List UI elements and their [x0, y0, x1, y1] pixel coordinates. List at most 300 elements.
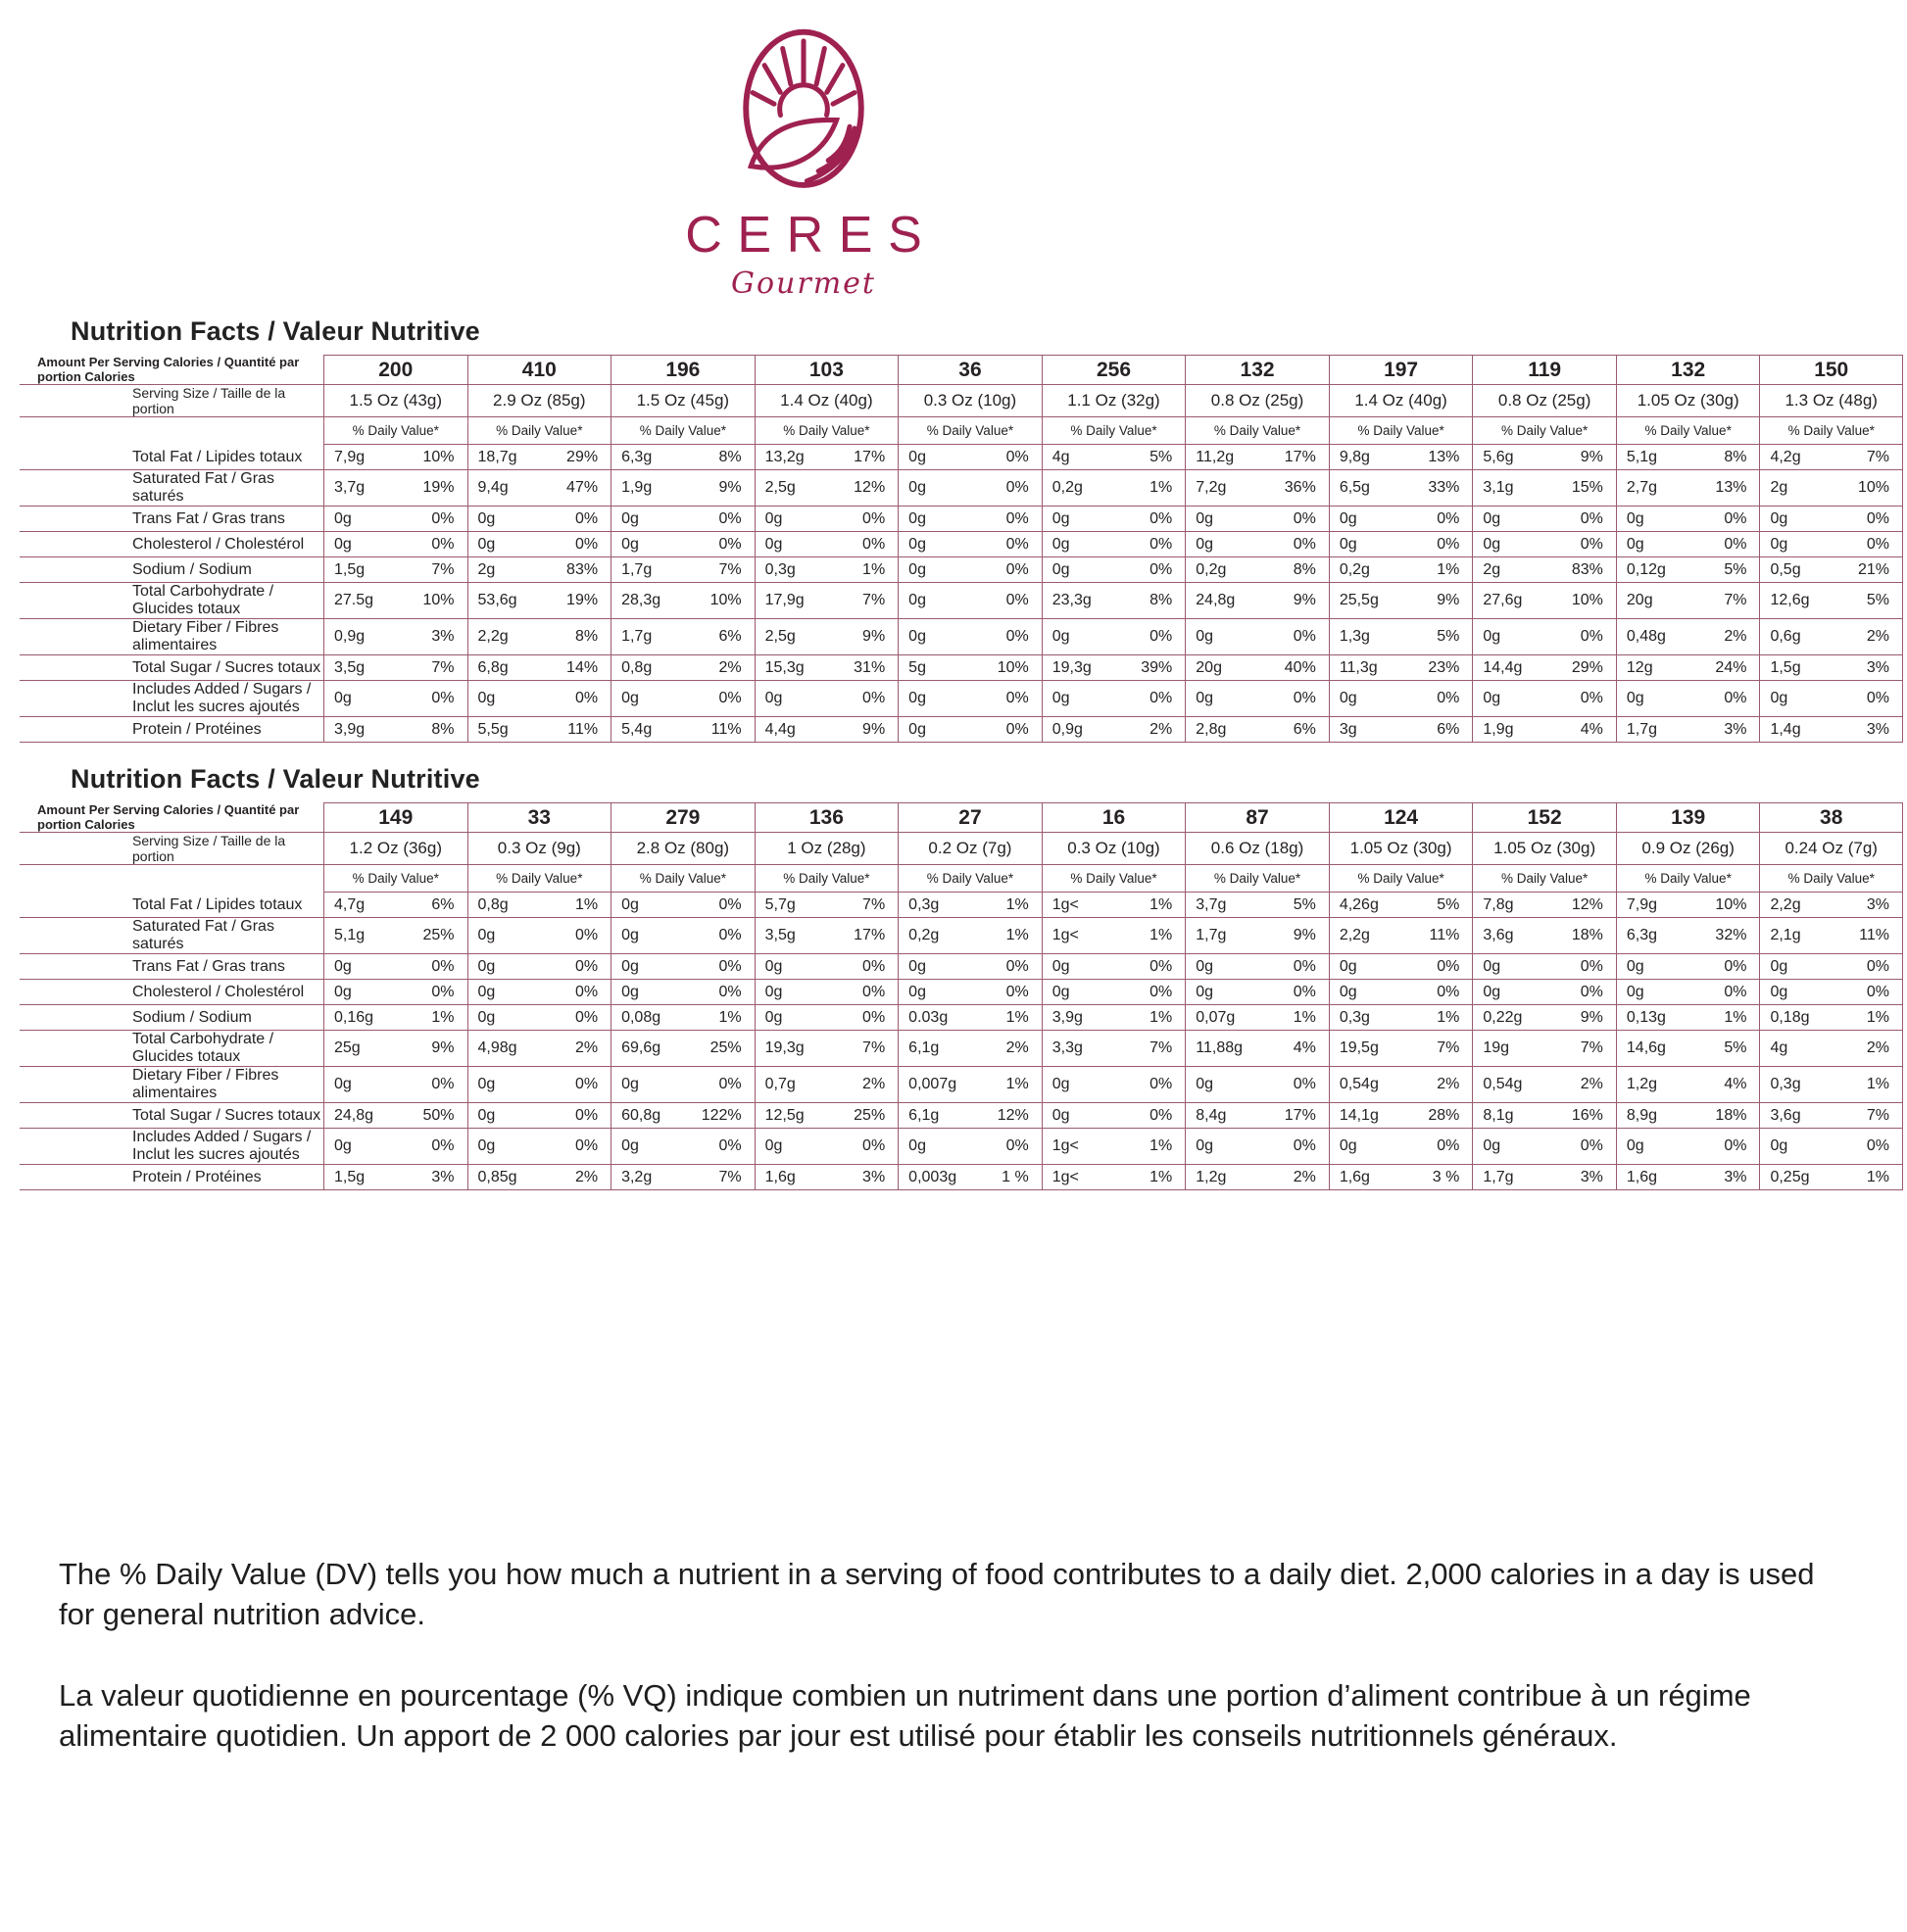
nutrient-daily-value: 18% [1571, 927, 1603, 943]
nutrient-cell [467, 918, 611, 954]
nutrient-cell [898, 1165, 1042, 1190]
row-label-nutrient: Protein / Protéines [20, 1165, 323, 1190]
nutrient-daily-value: 3% [862, 1168, 886, 1185]
nutrient-amount: 0g [1051, 628, 1070, 645]
nutrient-daily-value: 0% [1149, 509, 1173, 527]
nutrient-cell [898, 681, 1042, 717]
nutrient-amount: 6,3g [621, 448, 653, 465]
row-label-nutrient: Trans Fat / Gras trans [20, 954, 323, 980]
nutrient-daily-value: 2% [718, 658, 742, 676]
serving-size-value: 0.8 Oz (25g) [1185, 385, 1329, 417]
nutrient-daily-value: 2% [574, 1168, 599, 1185]
nutrient-amount: 0,8g [621, 658, 653, 676]
nutrient-amount: 0g [1483, 628, 1501, 645]
nutrient-daily-value: 11% [1429, 927, 1460, 943]
nutrient-amount: 0g [1196, 957, 1214, 975]
nutrient-cell [1616, 1103, 1760, 1129]
nutrient-daily-value: 0% [862, 1008, 886, 1026]
nutrient-daily-value: 0% [431, 535, 455, 553]
nutrient-daily-value: 0% [1293, 1137, 1316, 1154]
nutrient-daily-value: 0% [1866, 1137, 1889, 1154]
nutrient-daily-value: 1% [1866, 1168, 1889, 1185]
nutrient-cell [1042, 1067, 1186, 1103]
nutrient-amount: 1,7g [621, 560, 653, 578]
nutrient-amount: 0g [1051, 560, 1070, 578]
nutrient-amount: 19,5g [1339, 1039, 1379, 1056]
nutrient-amount: 69,6g [621, 1039, 661, 1056]
nutrient-daily-value: 10% [1571, 592, 1603, 608]
nutrient-amount: 0g [908, 509, 926, 527]
nutrient-amount: 19,3g [1051, 658, 1092, 676]
serving-size-value: 1.05 Oz (30g) [1472, 833, 1616, 865]
nutrient-amount: 0g [621, 957, 639, 975]
nutrient-cell [1759, 1129, 1903, 1165]
nutrient-daily-value: 0% [1005, 535, 1029, 553]
calories-value: 136 [755, 802, 899, 833]
nutrient-daily-value: 8% [1724, 448, 1747, 465]
nutrient-cell [1329, 1129, 1473, 1165]
nutrient-cell [1616, 1031, 1760, 1067]
row-label-calories: Amount Per Serving Calories / Quantité par portion Calories [20, 355, 323, 385]
nutrient-amount: 0,3g [764, 560, 796, 578]
nutrient-cell [1472, 470, 1616, 507]
nutrient-cell [1472, 532, 1616, 557]
nutrient-cell [467, 980, 611, 1005]
nutrient-amount: 0g [1626, 690, 1644, 706]
nutrient-cell [1616, 980, 1760, 1005]
nutrient-amount: 2,5g [764, 628, 796, 645]
nutrient-daily-value: 10% [422, 448, 455, 465]
nutrient-amount: 0,22g [1483, 1008, 1523, 1026]
serving-size-value: 1.5 Oz (45g) [611, 385, 755, 417]
nutrient-daily-value: 3% [1724, 720, 1747, 738]
nutrient-amount: 0,13g [1626, 1008, 1666, 1026]
nutrient-daily-value: 3% [1724, 1168, 1747, 1185]
nutrient-amount: 11,3g [1339, 658, 1378, 676]
nutrient-amount: 0.03g [908, 1008, 949, 1026]
nutrient-amount: 0g [1339, 1137, 1357, 1154]
daily-value-header: % Daily Value* [755, 417, 899, 445]
nutrient-cell [1042, 507, 1186, 532]
nutrient-cell [1616, 1067, 1760, 1103]
nutrient-amount: 0,25g [1770, 1168, 1810, 1185]
nutrient-amount: 0g [1483, 690, 1501, 706]
nutrient-cell [755, 717, 899, 743]
nutrient-daily-value: 0% [431, 1137, 455, 1154]
nutrient-amount: 0g [1051, 509, 1070, 527]
nutrient-amount: 5,6g [1483, 448, 1514, 465]
calories-value: 36 [898, 355, 1042, 385]
nutrient-amount: 5,1g [334, 927, 366, 943]
daily-value-header: % Daily Value* [1472, 865, 1616, 893]
nutrient-cell [467, 1165, 611, 1190]
nutrient-amount: 0g [764, 690, 783, 706]
nutrient-amount: 0,3g [908, 895, 940, 913]
nutrient-cell [1042, 1103, 1186, 1129]
nutrient-cell [323, 1067, 467, 1103]
nutrient-cell [1472, 1103, 1616, 1129]
nutrient-cell [323, 954, 467, 980]
nutrient-daily-value: 9% [718, 479, 742, 496]
nutrient-daily-value: 0% [1580, 509, 1603, 527]
nutrient-cell [1329, 507, 1473, 532]
nutrient-cell [1329, 619, 1473, 655]
nutrient-cell [611, 445, 755, 470]
nutrient-amount: 1,9g [1483, 720, 1514, 738]
nutrient-daily-value: 8% [1293, 560, 1316, 578]
nutrient-cell [1616, 893, 1760, 918]
nutrient-cell [1472, 619, 1616, 655]
serving-size-value: 0.9 Oz (26g) [1616, 833, 1760, 865]
nutrient-amount: 0,2g [1196, 560, 1227, 578]
nutrient-amount: 2,5g [764, 479, 796, 496]
nutrient-daily-value: 9% [1580, 1008, 1603, 1026]
nutrient-cell [898, 918, 1042, 954]
nutrient-cell [1042, 1005, 1186, 1031]
nutrient-amount: 12,6g [1770, 592, 1810, 608]
nutrient-daily-value: 9% [1437, 592, 1460, 608]
row-label-nutrient: Total Fat / Lipides totaux [20, 893, 323, 918]
nutrient-daily-value: 7% [431, 658, 455, 676]
nutrient-cell [611, 1067, 755, 1103]
daily-value-header: % Daily Value* [1472, 417, 1616, 445]
row-label-nutrient: Sodium / Sodium [20, 1005, 323, 1031]
nutrient-daily-value: 13% [1715, 479, 1747, 496]
nutrient-daily-value: 11% [1859, 927, 1889, 943]
nutrient-amount: 4,26g [1339, 895, 1379, 913]
nutrient-cell [898, 893, 1042, 918]
row-label-nutrient: Trans Fat / Gras trans [20, 507, 323, 532]
nutrient-cell [1472, 1005, 1616, 1031]
nutrient-cell [898, 1031, 1042, 1067]
nutrient-cell [1329, 893, 1473, 918]
nutrient-cell [323, 717, 467, 743]
nutrient-daily-value: 2% [1866, 1039, 1889, 1056]
nutrient-daily-value: 0% [574, 690, 599, 706]
nutrient-amount: 0,54g [1339, 1076, 1379, 1092]
nutrient-cell [755, 445, 899, 470]
nutrient-amount: 8,9g [1626, 1106, 1658, 1124]
nutrient-amount: 5,5g [477, 720, 509, 738]
nutrient-cell [467, 532, 611, 557]
serving-size-value: 1.05 Oz (30g) [1616, 385, 1760, 417]
nutrient-amount: 3,6g [1770, 1106, 1801, 1124]
nutrient-daily-value: 32% [1715, 927, 1747, 943]
nutrient-daily-value: 9% [862, 628, 886, 645]
nutrient-daily-value: 1% [574, 895, 599, 913]
nutrient-cell [1185, 557, 1329, 583]
nutrient-amount: 0g [908, 535, 926, 553]
nutrient-amount: 14,1g [1339, 1106, 1379, 1124]
nutrient-amount: 0,9g [1051, 720, 1083, 738]
nutrient-amount: 0g [621, 509, 639, 527]
nutrient-amount: 0,08g [621, 1008, 661, 1026]
row-label-calories: Amount Per Serving Calories / Quantité par portion Calories [20, 802, 323, 833]
nutrient-amount: 25g [334, 1039, 361, 1056]
nutrient-amount: 27.5g [334, 592, 374, 608]
row-label-nutrient: Total Carbohydrate / Glucides totaux [20, 1031, 323, 1067]
nutrient-amount: 1g< [1051, 895, 1079, 913]
nutrient-amount: 0,3g [1770, 1076, 1801, 1092]
nutrient-cell [1185, 532, 1329, 557]
nutrient-daily-value: 1% [1005, 1076, 1029, 1092]
nutrient-daily-value: 0% [1580, 690, 1603, 706]
nutrient-daily-value: 0% [718, 535, 742, 553]
nutrient-daily-value: 0% [1866, 957, 1889, 975]
nutrient-daily-value: 7% [1580, 1039, 1603, 1056]
nutrient-daily-value: 7% [718, 560, 742, 578]
nutrient-cell [1759, 1103, 1903, 1129]
nutrient-daily-value: 19% [566, 592, 599, 608]
nutrient-cell [611, 1103, 755, 1129]
nutrient-cell [323, 918, 467, 954]
nutrient-amount: 0g [908, 448, 926, 465]
nutrient-cell [1042, 1031, 1186, 1067]
nutrient-amount: 19,3g [764, 1039, 805, 1056]
calories-value: 200 [323, 355, 467, 385]
nutrient-cell [1472, 893, 1616, 918]
nutrient-daily-value: 13% [1428, 448, 1460, 465]
nutrient-cell [1329, 557, 1473, 583]
nutrient-amount: 1g< [1051, 1137, 1079, 1154]
nutrient-amount: 0g [477, 1137, 496, 1154]
nutrient-daily-value: 0% [718, 690, 742, 706]
nutrient-daily-value: 0% [431, 690, 455, 706]
nutrient-cell [1759, 681, 1903, 717]
nutrient-amount: 0g [334, 509, 352, 527]
nutrient-cell [755, 557, 899, 583]
nutrient-amount: 0g [1196, 983, 1214, 1000]
nutrient-daily-value: 7% [1149, 1039, 1173, 1056]
nutrient-amount: 0g [621, 1137, 639, 1154]
nutrient-daily-value: 0% [574, 927, 599, 943]
nutrient-daily-value: 0% [574, 1106, 599, 1124]
daily-value-header: % Daily Value* [323, 417, 467, 445]
nutrient-daily-value: 0% [1149, 957, 1173, 975]
nutrient-daily-value: 2% [1293, 1168, 1316, 1185]
nutrient-cell [1616, 532, 1760, 557]
nutrient-cell [1185, 954, 1329, 980]
daily-value-header: % Daily Value* [323, 865, 467, 893]
nutrient-amount: 0g [764, 983, 783, 1000]
nutrient-daily-value: 6% [431, 895, 455, 913]
nutrient-amount: 0g [1483, 535, 1501, 553]
nutrient-cell [898, 1103, 1042, 1129]
nutrient-daily-value: 5% [1293, 895, 1316, 913]
nutrient-amount: 3,6g [1483, 927, 1514, 943]
serving-size-value: 2.9 Oz (85g) [467, 385, 611, 417]
nutrient-cell [467, 470, 611, 507]
daily-value-header: % Daily Value* [1759, 417, 1903, 445]
nutrient-daily-value: 0% [1149, 983, 1173, 1000]
nutrient-daily-value: 17% [1284, 1106, 1316, 1124]
daily-value-header: % Daily Value* [1185, 865, 1329, 893]
nutrient-amount: 0g [1339, 957, 1357, 975]
daily-value-header: % Daily Value* [1329, 417, 1473, 445]
nutrient-cell [1185, 1165, 1329, 1190]
nutrient-amount: 0g [621, 535, 639, 553]
nutrient-amount: 53,6g [477, 592, 517, 608]
calories-value: 124 [1329, 802, 1473, 833]
nutrient-amount: 0g [1626, 1137, 1644, 1154]
nutrient-amount: 0g [621, 1076, 639, 1092]
nutrient-daily-value: 16% [1571, 1106, 1603, 1124]
nutrient-daily-value: 0% [574, 1076, 599, 1092]
calories-value: 16 [1042, 802, 1186, 833]
nutrient-amount: 0g [908, 592, 926, 608]
nutrient-daily-value: 122% [701, 1106, 742, 1124]
calories-value: 256 [1042, 355, 1186, 385]
nutrient-amount: 0g [1770, 535, 1788, 553]
nutrient-amount: 2,2g [477, 628, 509, 645]
nutrient-amount: 0g [1483, 983, 1501, 1000]
nutrient-amount: 6,8g [477, 658, 509, 676]
nutrient-daily-value: 0% [862, 509, 886, 527]
nutrient-daily-value: 0% [1724, 535, 1747, 553]
nutrient-daily-value: 0% [1293, 690, 1316, 706]
nutrient-cell [755, 918, 899, 954]
nutrient-cell [1185, 1005, 1329, 1031]
nutrient-cell [1759, 1067, 1903, 1103]
nutrient-daily-value: 5% [1437, 628, 1460, 645]
nutrient-cell [323, 1103, 467, 1129]
nutrient-daily-value: 7% [431, 560, 455, 578]
nutrient-amount: 9,8g [1339, 448, 1370, 465]
footer-notes [59, 1555, 1838, 1757]
nutrient-daily-value: 0% [1724, 1137, 1747, 1154]
nutrient-cell [467, 507, 611, 532]
nutrient-daily-value: 0% [1005, 509, 1029, 527]
nutrient-cell [1042, 717, 1186, 743]
nutrient-amount: 0g [1339, 983, 1357, 1000]
nutrient-cell [1472, 717, 1616, 743]
nutrient-amount: 0g [1626, 535, 1644, 553]
nutrient-cell [611, 980, 755, 1005]
nutrient-amount: 2,7g [1626, 479, 1658, 496]
nutrient-amount: 19g [1483, 1039, 1510, 1056]
nutrient-daily-value: 47% [566, 479, 599, 496]
nutrient-amount: 0,3g [1339, 1008, 1370, 1026]
nutrient-cell [755, 507, 899, 532]
nutrient-daily-value: 0% [1866, 983, 1889, 1000]
nutrient-amount: 0g [621, 927, 639, 943]
nutrient-daily-value: 9% [431, 1039, 455, 1056]
nutrient-daily-value: 3% [431, 628, 455, 645]
nutrient-amount: 0g [908, 720, 926, 738]
serving-size-value: 0.6 Oz (18g) [1185, 833, 1329, 865]
nutrient-cell [323, 681, 467, 717]
nutrient-amount: 60,8g [621, 1106, 661, 1124]
serving-size-value: 0.2 Oz (7g) [898, 833, 1042, 865]
nutrient-daily-value: 0% [574, 1008, 599, 1026]
nutrient-daily-value: 11% [710, 720, 742, 738]
nutrient-cell [323, 557, 467, 583]
nutrient-amount: 0g [334, 535, 352, 553]
nutrient-amount: 0g [764, 957, 783, 975]
nutrient-amount: 0,5g [1770, 560, 1801, 578]
nutrient-cell [755, 470, 899, 507]
nutrient-daily-value: 6% [1293, 720, 1316, 738]
nutrient-amount: 0g [334, 983, 352, 1000]
nutrient-amount: 0g [1196, 509, 1214, 527]
nutrient-daily-value: 0% [1005, 479, 1029, 496]
serving-size-value: 0.3 Oz (10g) [898, 385, 1042, 417]
nutrient-cell [1616, 619, 1760, 655]
nutrient-amount: 0,2g [908, 927, 940, 943]
row-label-nutrient: Saturated Fat / Gras saturés [20, 918, 323, 954]
nutrient-cell [1759, 980, 1903, 1005]
nutrient-daily-value: 5% [1149, 448, 1173, 465]
nutrient-daily-value: 0% [574, 535, 599, 553]
nutrient-daily-value: 0% [862, 957, 886, 975]
nutrient-amount: 0g [1051, 983, 1070, 1000]
nutrient-amount: 0g [1051, 1106, 1070, 1124]
nutrient-daily-value: 1% [1293, 1008, 1316, 1026]
nutrient-amount: 0g [334, 957, 352, 975]
nutrient-cell [323, 583, 467, 619]
nutrient-cell [1185, 681, 1329, 717]
nutrient-cell [1042, 918, 1186, 954]
nutrient-cell [1472, 954, 1616, 980]
nutrient-amount: 0g [477, 1008, 496, 1026]
daily-value-header: % Daily Value* [1616, 417, 1760, 445]
nutrient-cell [1759, 1031, 1903, 1067]
nutrient-cell [1759, 583, 1903, 619]
nutrient-cell [1042, 893, 1186, 918]
nutrient-cell [1616, 557, 1760, 583]
nutrient-daily-value: 0% [574, 509, 599, 527]
nutrient-daily-value: 7% [862, 895, 886, 913]
nutrient-amount: 2g [1770, 479, 1788, 496]
serving-size-value: 2.8 Oz (80g) [611, 833, 755, 865]
nutrient-daily-value: 3% [1866, 720, 1889, 738]
nutrient-amount: 2g [477, 560, 496, 578]
nutrient-amount: 0,8g [477, 895, 509, 913]
nutrient-cell [898, 980, 1042, 1005]
nutrient-amount: 3,9g [334, 720, 366, 738]
nutrient-cell [611, 583, 755, 619]
nutrient-cell [1616, 717, 1760, 743]
nutrient-amount: 20g [1196, 658, 1222, 676]
nutrient-amount: 4,98g [477, 1039, 517, 1056]
nutrient-amount: 13,2g [764, 448, 805, 465]
nutrient-amount: 0g [764, 1137, 783, 1154]
nutrient-amount: 3,5g [334, 658, 366, 676]
nutrient-amount: 0g [1196, 1137, 1214, 1154]
calories-value: 197 [1329, 355, 1473, 385]
serving-size-value: 0.24 Oz (7g) [1759, 833, 1903, 865]
nutrient-cell [1042, 532, 1186, 557]
nutrient-amount: 0g [477, 535, 496, 553]
nutrient-daily-value: 0% [1005, 720, 1029, 738]
row-label-nutrient: Cholesterol / Cholestérol [20, 980, 323, 1005]
nutrient-cell [611, 532, 755, 557]
nutrient-daily-value: 1% [1149, 895, 1173, 913]
nutrient-cell [323, 980, 467, 1005]
nutrient-amount: 4,4g [764, 720, 796, 738]
nutrient-cell [1472, 918, 1616, 954]
calories-value: 196 [611, 355, 755, 385]
nutrient-daily-value: 17% [854, 927, 886, 943]
nutrient-amount: 3,3g [1051, 1039, 1083, 1056]
nutrient-amount: 6,1g [908, 1039, 940, 1056]
nutrient-amount: 28,3g [621, 592, 661, 608]
daily-value-header: % Daily Value* [755, 865, 899, 893]
nutrient-daily-value: 0% [1005, 957, 1029, 975]
nutrient-cell [467, 681, 611, 717]
nutrient-cell [1759, 557, 1903, 583]
nutrient-amount: 24,8g [334, 1106, 374, 1124]
